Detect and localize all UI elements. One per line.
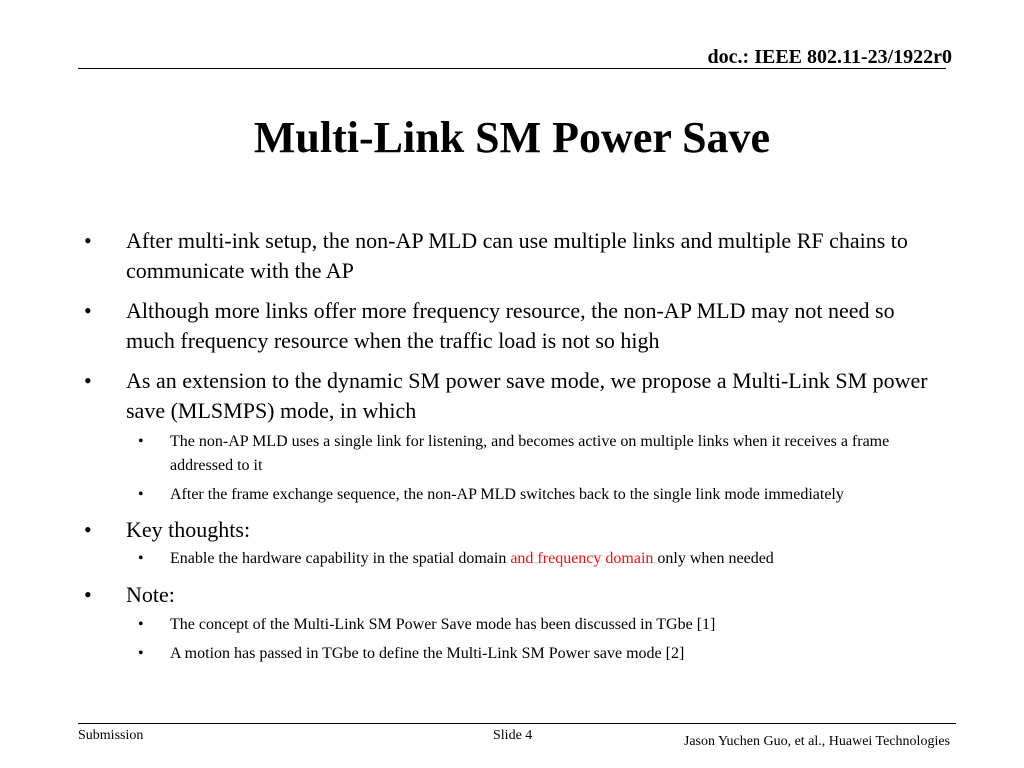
bullet-item	[84, 296, 944, 356]
document-id: doc.: IEEE 802.11-23/1922r0	[707, 46, 952, 68]
sub-bullet-item	[84, 547, 944, 571]
bullet-marker: •	[84, 368, 92, 393]
bullet-text: Note:	[126, 582, 175, 607]
sub-bullet-item	[84, 642, 944, 666]
bullet-marker: •	[84, 298, 92, 323]
sub-bullet-text	[170, 550, 774, 567]
bullet-item-key-thoughts	[84, 515, 944, 545]
header-divider	[78, 68, 946, 69]
sub-bullet-marker: •	[138, 486, 144, 503]
footer-submission: Submission	[78, 728, 144, 743]
bullet-item-note	[84, 580, 944, 610]
sub-bullet-item	[84, 483, 944, 507]
footer-divider	[78, 723, 956, 724]
bullet-text: Although more links offer more frequency resource, the non-AP MLD may not need so much frequency resource when the traffic load is not so high	[126, 298, 895, 353]
sub-bullet-text: The concept of the Multi-Link SM Power Save mode has been discussed in TGbe [1]	[170, 616, 716, 633]
bullet-text: Key thoughts:	[126, 517, 251, 542]
sub-bullet-text: The non-AP MLD uses a single link for listening, and becomes active on multiple links when it receives a frame addressed to it	[170, 433, 890, 474]
sub-bullet-marker: •	[138, 616, 144, 633]
sub-bullet-text-end: only when needed	[653, 550, 774, 567]
slide-title: Multi-Link SM Power Save	[253, 113, 771, 162]
highlighted-text: and frequency domain	[510, 550, 654, 567]
sub-bullet-marker: •	[138, 433, 144, 450]
bullet-text: After multi-ink setup, the non-AP MLD can use multiple links and multiple RF chains to communicate with the AP	[126, 228, 908, 283]
bullet-marker: •	[84, 228, 92, 253]
sub-bullet-text-start: Enable the hardware capability in the spatial domain	[170, 550, 511, 567]
sub-bullet-text: A motion has passed in TGbe to define the Multi-Link SM Power save mode [2]	[170, 645, 685, 662]
sub-bullet-item	[84, 613, 944, 637]
bullet-item	[84, 226, 944, 286]
sub-bullet-marker: •	[138, 550, 144, 567]
bullet-text: As an extension to the dynamic SM power save mode, we propose a Multi-Link SM power save (MLSMPS) mode, in which	[126, 368, 928, 423]
footer-slide-number: Slide 4	[493, 728, 533, 743]
sub-bullet-text: After the frame exchange sequence, the non-AP MLD switches back to the single link mode immediately	[170, 486, 844, 503]
footer-authors: Jason Yuchen Guo, et al., Huawei Technologies	[683, 734, 950, 749]
sub-bullet-item	[84, 430, 944, 478]
bullet-item	[84, 366, 944, 426]
bullet-marker: •	[84, 582, 92, 607]
slide-body	[84, 226, 944, 673]
sub-bullet-marker: •	[138, 645, 144, 662]
bullet-marker: •	[84, 517, 92, 542]
